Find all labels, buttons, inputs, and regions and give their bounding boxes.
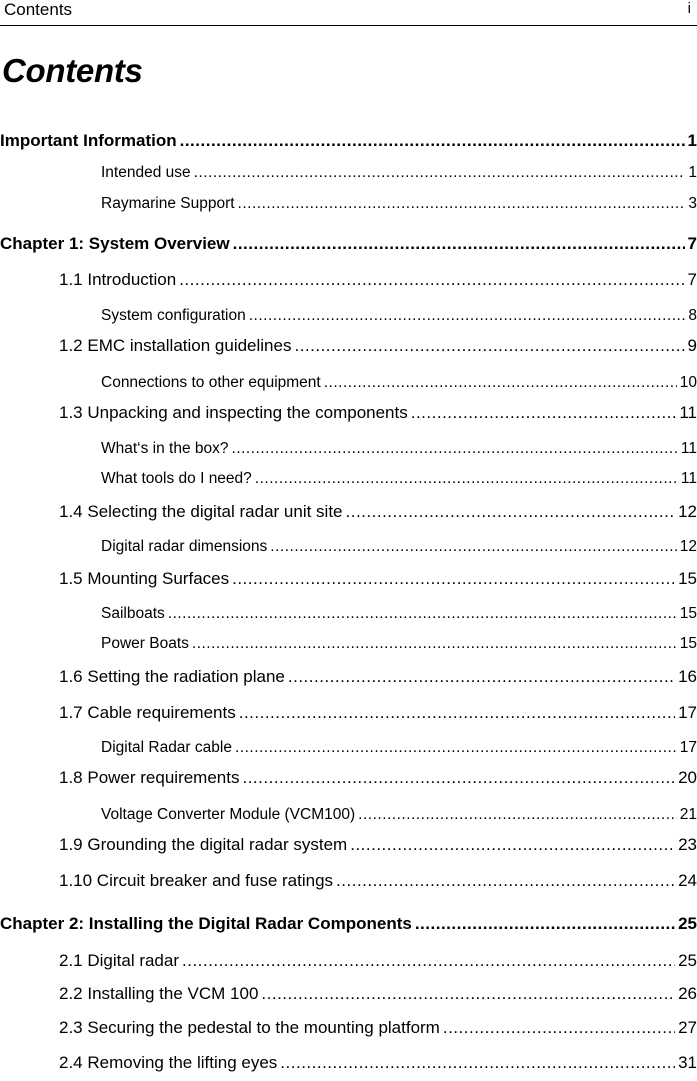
toc-entry-1-3[interactable]: [59, 403, 697, 423]
leader-dots: [358, 806, 677, 824]
toc-entry-label: 2.2 Installing the VCM 100: [59, 984, 259, 1003]
toc-entry-page: 21: [679, 806, 697, 823]
toc-entry-label: 1.6 Setting the radiation plane: [59, 667, 285, 686]
toc-entry-1-10[interactable]: [59, 871, 697, 891]
toc-entry-2-1[interactable]: [59, 951, 697, 971]
toc-entry-1-4[interactable]: [59, 502, 697, 522]
toc-entry-2-4[interactable]: [59, 1053, 697, 1073]
toc-entry-page: 12: [679, 538, 697, 555]
running-header: [0, 0, 697, 26]
toc-entry-label: Digital radar dimensions: [101, 538, 268, 555]
toc-entry-important-information[interactable]: [0, 131, 697, 151]
toc-entry-label: 1.4 Selecting the digital radar unit site: [59, 502, 343, 521]
leader-dots: [280, 1053, 675, 1073]
toc-entry-connections-to-other-equipment[interactable]: [101, 374, 697, 392]
toc-entry-label: What‘s in the box?: [101, 440, 229, 457]
toc-entry-label: Intended use: [101, 164, 191, 181]
leader-dots: [238, 195, 686, 213]
toc-entry-page: 10: [679, 374, 697, 391]
toc-entry-page: 23: [678, 835, 697, 854]
leader-dots: [255, 470, 678, 488]
leader-dots: [182, 951, 675, 971]
running-header-page-number: i: [687, 0, 691, 17]
toc-entry-page: 8: [688, 307, 697, 324]
toc-entry-1-2[interactable]: [59, 336, 697, 356]
leader-dots: [324, 374, 677, 392]
toc-entry-label: 2.3 Securing the pedestal to the mounting platform: [59, 1018, 440, 1037]
leader-dots: [261, 984, 675, 1004]
toc-entry-page: 25: [678, 951, 697, 970]
leader-dots: [233, 234, 685, 254]
toc-entry-voltage-converter-module[interactable]: [101, 806, 697, 824]
toc-entry-digital-radar-cable[interactable]: [101, 739, 697, 757]
leader-dots: [346, 502, 676, 522]
leader-dots: [443, 1018, 675, 1038]
toc-entry-page: 7: [687, 270, 697, 289]
toc-entry-label: 1.1 Introduction: [59, 270, 177, 289]
leader-dots: [336, 871, 675, 891]
toc-entry-label: 1.10 Circuit breaker and fuse ratings: [59, 871, 334, 890]
toc-entry-page: 12: [678, 502, 697, 521]
toc-entry-page: 11: [679, 403, 697, 422]
toc-entry-raymarine-support[interactable]: [101, 195, 697, 213]
leader-dots: [192, 635, 677, 653]
toc-entry-label: 2.1 Digital radar: [59, 951, 180, 970]
toc-entry-page: 24: [678, 871, 697, 890]
leader-dots: [235, 739, 677, 757]
toc-entry-1-6[interactable]: [59, 667, 697, 687]
leader-dots: [415, 914, 675, 934]
toc-entry-digital-radar-dimensions[interactable]: [101, 538, 697, 556]
leader-dots: [270, 538, 676, 556]
leader-dots: [180, 131, 685, 151]
toc-entry-page: 17: [678, 703, 697, 722]
toc-entry-1-8[interactable]: [59, 768, 697, 788]
toc-entry-label: Important Information: [0, 131, 177, 150]
toc-entry-page: 3: [688, 195, 697, 212]
toc-entry-2-2[interactable]: [59, 984, 697, 1004]
toc-entry-page: 11: [680, 470, 697, 487]
toc-entry-chapter-1[interactable]: [0, 234, 697, 254]
leader-dots: [249, 307, 686, 325]
toc-entry-label: System configuration: [101, 307, 246, 324]
toc-entry-label: Chapter 2: Installing the Digital Radar Components: [0, 914, 412, 933]
leader-dots: [288, 667, 675, 687]
toc-entry-page: 16: [678, 667, 697, 686]
toc-entry-label: Voltage Converter Module (VCM100): [101, 806, 356, 823]
toc-entry-page: 25: [678, 914, 697, 933]
toc-entry-label: 1.2 EMC installation guidelines: [59, 336, 292, 355]
toc-entry-label: 1.5 Mounting Surfaces: [59, 569, 230, 588]
toc-entry-sailboats[interactable]: [101, 605, 697, 623]
toc-entry-whats-in-the-box[interactable]: [101, 440, 697, 458]
leader-dots: [350, 835, 675, 855]
toc-entry-chapter-2[interactable]: [0, 914, 697, 934]
toc-entry-label: What tools do I need?: [101, 470, 252, 487]
toc-entry-page: 9: [687, 336, 697, 355]
leader-dots: [239, 703, 675, 723]
toc-entry-1-9[interactable]: [59, 835, 697, 855]
toc-entry-page: 15: [679, 635, 697, 652]
leader-dots: [242, 768, 675, 788]
toc-entry-label: Sailboats: [101, 605, 165, 622]
toc-entry-what-tools-do-i-need[interactable]: [101, 470, 697, 488]
toc-entry-1-5[interactable]: [59, 569, 697, 589]
leader-dots: [232, 569, 675, 589]
toc-entry-label: 1.9 Grounding the digital radar system: [59, 835, 348, 854]
leader-dots: [232, 440, 678, 458]
toc-entry-label: 1.3 Unpacking and inspecting the components: [59, 403, 408, 422]
toc-entry-page: 31: [678, 1053, 697, 1072]
leader-dots: [179, 270, 684, 290]
toc-entry-page: 15: [678, 569, 697, 588]
toc-entry-label: 1.7 Cable requirements: [59, 703, 236, 722]
toc-entry-label: 2.4 Removing the lifting eyes: [59, 1053, 278, 1072]
toc-entry-page: 11: [680, 440, 697, 457]
toc-entry-power-boats[interactable]: [101, 635, 697, 653]
toc-entry-page: 27: [678, 1018, 697, 1037]
toc-entry-label: Power Boats: [101, 635, 189, 652]
leader-dots: [411, 403, 677, 423]
toc-entry-label: 1.8 Power requirements: [59, 768, 240, 787]
toc-entry-label: Chapter 1: System Overview: [0, 234, 230, 253]
toc-entry-page: 20: [678, 768, 697, 787]
leader-dots: [294, 336, 684, 356]
toc-entry-1-7[interactable]: [59, 703, 697, 723]
toc-entry-page: 1: [688, 164, 697, 181]
toc-entry-2-3[interactable]: [59, 1018, 697, 1038]
toc-entry-1-1[interactable]: [59, 270, 697, 290]
leader-dots: [168, 605, 677, 623]
toc-entry-system-configuration[interactable]: [101, 307, 697, 325]
toc-entry-page: 26: [678, 984, 697, 1003]
toc-entry-page: 17: [679, 739, 697, 756]
toc-entry-label: Connections to other equipment: [101, 374, 321, 391]
toc-entry-page: 15: [679, 605, 697, 622]
toc-entry-intended-use[interactable]: [101, 164, 697, 182]
running-header-title: Contents: [4, 0, 73, 19]
toc-entry-page: 7: [687, 234, 697, 253]
toc-entry-page: 1: [687, 131, 697, 150]
toc-entry-label: Raymarine Support: [101, 195, 235, 212]
toc-entry-label: Digital Radar cable: [101, 739, 232, 756]
leader-dots: [194, 164, 686, 182]
page-title: Contents: [2, 52, 143, 89]
